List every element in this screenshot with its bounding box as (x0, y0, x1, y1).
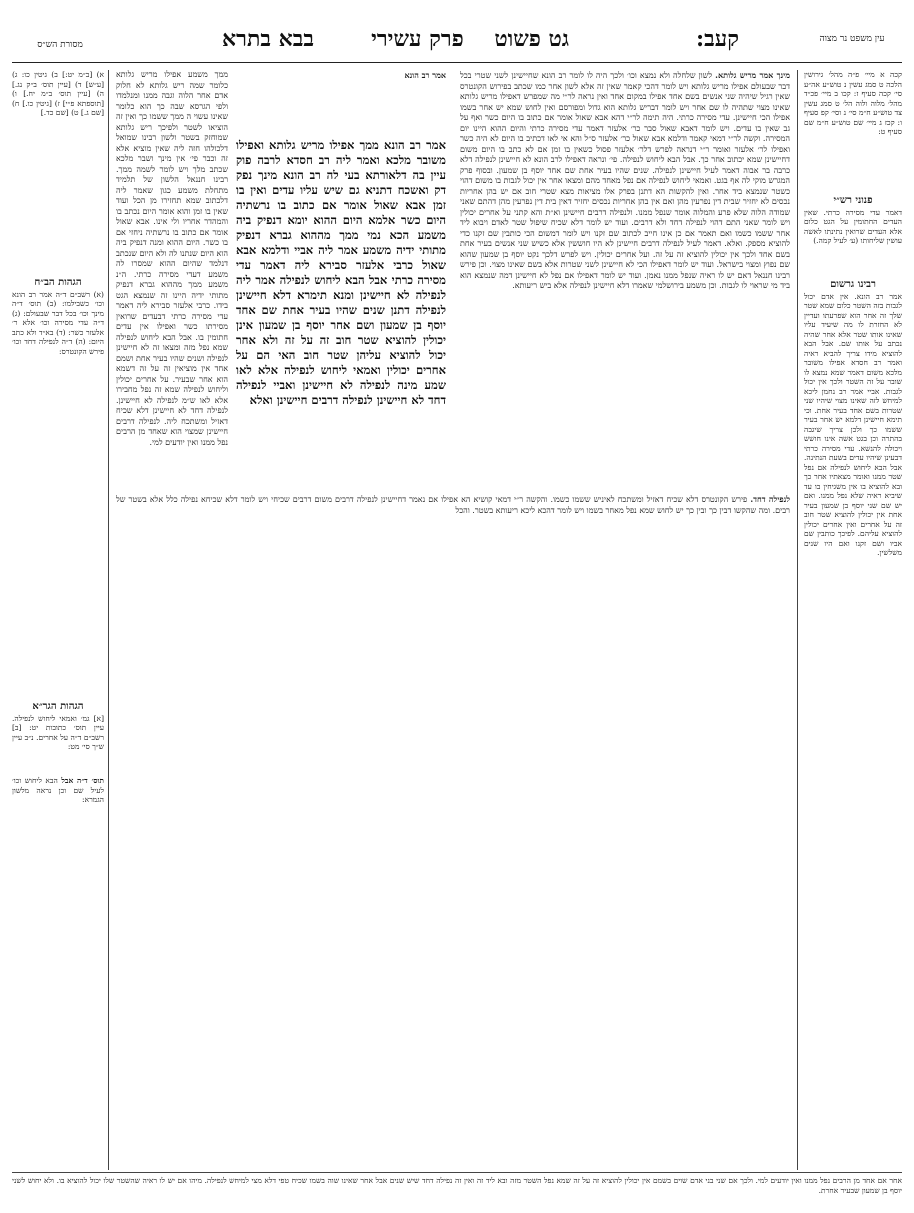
hagahot-bach-text: (א) רשב״ם ד״ה אמר רב הונא וכו׳ כשבילמו: (ב) תוס׳ ד״ה מינך וכו׳ בכל דבר שבעולם: (ג) ד״ה עדי מסירה וכו׳ אלא ר׳ אלעזר כשר: (ד) בא״ד ולא כתב היום: (ה) ד״ה לנפילה דחד וכו׳ פירש הקונטרס: (12, 289, 104, 356)
tosafot-lower-block (116, 494, 790, 1092)
rashi-glosses-text: דאמר עדי מסירה כרתי. שאין העדים החתומין על הגט כלום אלא העדים שרואין נתינתו לאשה עושין שליחותו (ע׳ לעיל קמה.) (804, 207, 902, 245)
rashi-intro: אמר רב הונא (404, 70, 446, 80)
ein-mishpat-block (804, 70, 902, 190)
rashi-text: ממך משמע אפילו מריש גלותא כלומר שמה ריש גלותא לא חלוק אדם אחר הלוה וגבה ממנו ומנלמדו ולפי הגרסא שבה כך הוא כלומר שאינו עשוי ה ממך ששמו כך ואין זה הוציאו לשטר ולפיכך ריש גלותא שמוחזק בשטר ולשון רבינו שמואל דלכולהו חזה ליה שאין מוציא אלא זה וכבר פי׳ אין מינך ושבר מלכא שכתב מלך ויש לומר לשמה ממך. רבינו חננאל הלשון של תלמיד מתחלת משמע כגון שאמר ליה דלכתוב שמא תחזירו מן הכל ועוד שאין בו זמן והוא אומר היום נכתב בו והמהדר אחריו ולי אינו. אבא שאול אומר אם כתוב בו נרשתיה ניחזי אם בו כשר. היום ההוא ומנה דנפיק ביה הוא היום שנתנו לה ולא היום שנכתב דנלמד שהיום ההוא שמסרו לה משמע דעדי מסירה כרתי. ה״נ משמע ממך מההוא גברא דנפיק מתותי ידיה היינו זה שנמצא הגט בידו. כרבי אלעזר סבירא ליה דאמר עדי מסירה כרתי דבעדים שרואין מסירתו כשר ואפילו אין עדים חתומין בו. אבל הבא ליחוש לנפילה שמא נפל מזה ומצאו זה לא חיישינן לנפילה ושנים שהיו בעיר אחת ושמם אחד אין מוציאין זה על זה דשמא הוא אחר שבעיר. על אחרים יכולין וליחוש לנפילה שמא זה נפל מחבירו אלא לאו ש״מ לנפילה לא חיישינן. לנפילה דחד לא חיישינן דלא שכיח דאזיל ומשתכח ליה. לנפילה דרבים חיישינן שמצוי הוא שאחד מן הרבים נפל ממנו ואין יודעים למי. (116, 70, 228, 447)
tractate-title: בבא בתרא (222, 26, 314, 52)
mesoret-block (12, 70, 104, 270)
tosafot-lower-text: פירש הקונטרס דלא שכיח דאזיל ומשתכח לאיניש ששמו כשמו. והקשה ר״י דמאי קושיא הא אפילו אם נאמר דחיישינן לנפילה דרבים משום דרבים שכיחי ויש לומר דלא שכיחא נפילה כלל אלא בשטר של רבים. ומה שהקשו דבין כך ובין כך יש לחוש שמא נפל מאחר בשמו ויש לומר דהכא ליכא ריעותא בשטר. והכל (116, 495, 790, 515)
ein-mishpat-label: עין משפט נר מצוה (819, 34, 885, 44)
margin-note-text: הבא ליחוש וכו׳ לעיל שם וכן נראה מלשון הגמרא: (12, 776, 104, 804)
tosafot-intro: מינך אמר מריש גלותא. (715, 70, 790, 80)
hagahot-gra-heading: הגהות הגר״א (32, 701, 84, 712)
footer-rule (12, 1172, 902, 1173)
gemara-block (236, 138, 446, 488)
rashi-glosses-heading: פנוני רש״י (833, 195, 873, 206)
footer-block (12, 1176, 902, 1206)
ein-mishpat-text: קכה א מיי׳ פ״ה מהל׳ גירושין הלכה ט סמג עשין נ טוש״ע אה״ע סי׳ קכה סעיף ז: קכו ב מיי׳ פכ״ד מהל׳ מלוה ולוה הל׳ ט סמג עשין צד טוש״ע ח״מ סי׳ נ וסי׳ קפ סעיף ו: קכז ג מיי׳ שם טוש״ע ח״מ שם סעיף ט: (804, 70, 902, 136)
margin-note-block (12, 776, 104, 836)
hagahot-gra-text: [א] גמ׳ ואמאי ליחוש לנפילה. עיין תוס׳ כתובות יט: [ב] רשב״ם ד״ה על אחרים. נ״ב עיין ש״ך סי׳ מט: (12, 713, 104, 751)
rashi-glosses-block (804, 194, 902, 272)
rabbeinu-gershom-block (804, 278, 902, 1168)
margin-note-heading: תוס׳ ד״ה אבל (61, 776, 104, 785)
footer-text: אחר אם אחד מן הרבים נפל ממנו ואין יודעים למי. ולכך אם שני בני אדם שוים בשמם אין יכולין להוציא זה על זה שמא נפל השטר מזה ובא ליד זה ואין זה נפילה דחד שיש שנים אבל אחר שאינו שוה בשמו שכיח טפי דלא מצי למיחש לנפילה. מיהו אם יש לו ראיה שהשטר שלו יכול להוציא בו. ולא יחוש לשני יוסף בן שמעון שבעיר אחרת. (12, 1176, 902, 1195)
header-rule (12, 62, 902, 63)
rabbeinu-gershom-text: אמר רב הונא. אין אדם יכול לגבות בזה השטר כלום שמא שטר שלך זה אחר הוא שפרעתו ועדיין לא החזרת לו מה שיעיד עליו שאינו אותו שטר אלא אחר שהיה נכתב על אותו שם. אבל הבא להוציא מידו צריך להביא ראיה ואמר רב חסדא אפילו משובר מלכא משום דאמר שמא נמצא לו שובר על זה השטר ולכך אין יכול לגבות. אביי אמר רב נחמן ליכא למיחש לזה שאינו מצוי שיהיו שני שטרות בשם אחד בעיר אחת. וכי תימא חיישינן דלמא יש אחר בעיר ששמו כך ולכן צריך שיגבה בהתרה וכן בגט אשה אינו חושש ויכולה להנשא. עדי מסירה כרתי דבעינן שיהיו עדים בשעת הנתינה. אבל הבא ליחוש לנפילה אם נפל שטר ממנו ואומר מצאתיו אחר כך ובא להוציא בו אין משגיחין בו עד שיביא ראיה שלא נפל ממנו. ואם יש שם שני יוסף בן שמעון בעיר אחת אין יכולין להוציא שטר חוב זה על אחרים ואין אחרים יכולין להוציא עליהם. לפיכך כותבין שם אביו ושם זקנו ואם היו שנים משלשין. (804, 291, 902, 557)
tosafot-lower-intro: לנפילה דחד. (750, 494, 790, 504)
page-header (0, 18, 914, 64)
mesoret-text: א) [ב״מ יט:] ב) גיטין כו: ג) [ע״ש] ד) [עיין תוס׳ ב״ק נג.] ה) [עיין תוס׳ ב״מ יח.] ו) [תוספתא פ״י] ז) [גיטין כו.] ח) [שם ג.] ט) [שם כד.] (12, 70, 104, 117)
rabbeinu-gershom-heading: רבינו גרשום (830, 279, 876, 290)
gemara-text: אמר רב הונא ממך אפילו מריש גלותא ואפילו משובר מלכא ואמר ליה רב חסדא לרבה פוק עיין בה דלאורתא בעי לה רב הונא מינך נפק דק ואשכח דתניא גם שיש עליו עדים ואין בו זמן אבא שאול אומר אם כתוב בו נרשתיה היום כשר אלמא היום ההוא יומא דנפיק ביה משמע הכא נמי ממך מההוא גברא דנפיק מתותי ידיה משמע אמר ליה אביי ודלמא אבא שאול כרבי אלעזר סבירא ליה דאמר עדי מסירה כרתי אבל הבא ליחוש לנפילה אמר ליה לנפילה לא חיישינן ומנא תימרא דלא חיישינן לנפילה דתנן שנים שהיו בעיר אחת שם אחד יוסף בן שמעון ושם אחר יוסף בן שמעון אינן יכולין להוציא שטר חוב זה על זה ולא אחר יכול להוציא עליהן שטר חוב האי הם על אחרים יכולין ואמאי ליחוש לנפילה אלא לאו שמע מינה לנפילה לא חיישינן ואביי לנפילה דחד לא חיישינן לנפילה דרבים חיישינן ואלא (236, 138, 446, 407)
right-margin-divider (797, 70, 798, 1170)
hagahot-bach-heading: הגהות הב״ח (34, 277, 82, 288)
tosafot-text: לשון שלחלה ולא נמצא וכו׳ ולכך היה לו לומר רב הונא שחיישינן לשני שטרי בכל דבר שבעולם אפילו מריש גלותא ויש לומר דהכי קאמר שאין זה אלא לשון אחר כמו שכתב בפירוש הקונטרס שאין רגיל שיהיה שני אנשים בשם אחד אפילו במקום אחד ואין נראה לר״י מה שמפרש דאפילו מריש גלותא שאינו מצוי שתהיה לו שם אחר ויש לומר דבריש גלותא הוא גדול ומפורסם ואין לחוש שמא יש אחר בשמו אפילו הכי חיישינן. עדי מסירה כרתי. היה תימה לר״י דהא אבא שאול אומר אם כתוב בו היום כשר ואף על גב שאין בו עדים. ויש לומר דאבא שאול סבר כר׳ אלעזר דאמר עדי מסירה כרתי והיום ההוא היינו יום המסירה. וקשה לר״י דמאי קאמר ודלמא אבא שאול כר׳ אלעזר ס״ל והא אי לאו דכתיב בו היום לא היה כשר ואפילו לר׳ אלעזר ואומר ר״י דנראה לפרש דלר׳ אלעזר פסול כשאין בו זמן אם לא כתב בו היום משום דחיישינן שמא יכתוב אחר כך. אבל הבא ליחוש לנפילה. פי׳ ונראה דאפילו לרב הונא לא חיישינן לנפילה דלא כרבה בר אבוה דאמר לעיל חיישינן לנפילה. שנים שהיו בעיר אחת שם אחד יוסף בן שמעון. ובסוף פרק המגרש מוקי לה אף בגט. ואמאי ליחוש לנפילה אם נפל מאחד מהם ומצאו אחר אין יכול לגבות בו משום דהוי כשטר שנמצא ביד אחר. ואין להקשות הא דתנן בפרק אלו מציאות מצא שטרי חוב אם יש בהן אחריות נכסים לא יחזיר שבית דין נפרעין מהן ואם אין בהן אחריות נכסים יחזיר דאין בית דין נפרעין מהן דהתם שאני שמודה הלוה שלא פרע והמלוה אומר שנפל ממנו. ולנפילה דרבים חיישינן וא״ת והא קתני על אחרים יכולין ויש לומר שאני התם דהוי לנפילה דחד ולא דרבים. ועוד יש לומר דלא שכיח שיפול שטר לאדם ויבוא ליד אחר ששמו כשמו ואם תאמר אם כן אינו חייב לכתוב שם זקנו ויש לומר דמשום הכי כותבין שם זקנו כדי להוציא מספק. ואלא. דאמר לעיל לנפילה דרבים חיישינן לא היו חוששין אלא כשיש שני אנשים בעיר אחת בשם אחד ולכך אין יכולין להוציא זה על זה. ועל אחרים יכולין. ויש לפרש דלכך נקט יוסף בן שמעון שהוא שם נפוץ ומצוי בישראל. ועוד יש לומר דאפילו הכי לא חיישינן לשני שטרות אלא בשם שאינו מצוי. וכן פירש רבינו חננאל דאם יש לו ראיה שנפל ממנו נאמן. ועוד יש לומר דאפילו אם נפל לא חיישינן דמה שנמצא הוא ביד מי שראוי לו לגבות. וכן משמע בירושלמי שאמרו דלא חיישינן לנפילה אלא ביש ריעותא. (460, 71, 790, 290)
mesoret-label: מסורת הש״ס (37, 40, 83, 50)
rashi-side-block (116, 70, 228, 488)
chapter-title: גט פשוט פרק עשירי (371, 26, 569, 52)
page-number: קעב: (696, 26, 739, 52)
hagahot-bach-block (12, 276, 104, 696)
left-margin-divider (108, 70, 109, 1170)
tosafot-block (460, 70, 790, 485)
hagahot-gra-block (12, 700, 104, 770)
